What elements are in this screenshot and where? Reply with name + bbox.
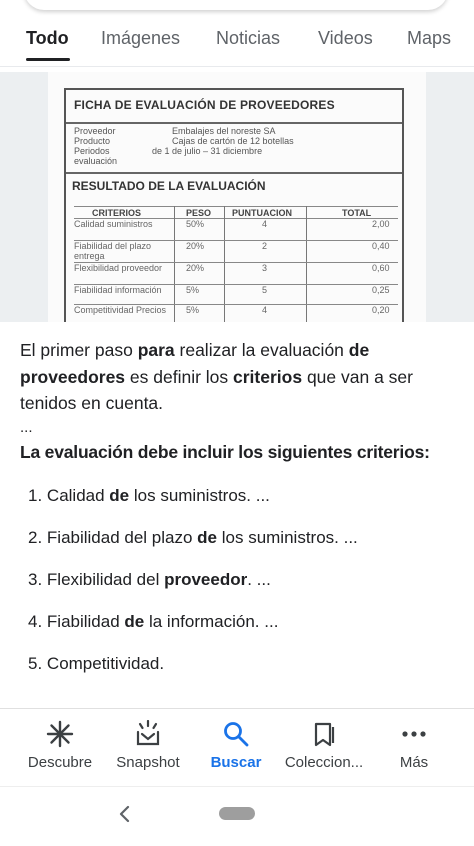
search-box-remnant[interactable] <box>24 0 448 10</box>
bottom-nav-divider <box>0 708 474 709</box>
featured-image[interactable] <box>0 72 474 322</box>
divider <box>66 172 402 174</box>
nav-descubre[interactable] <box>12 716 108 780</box>
tab-videos[interactable]: Videos <box>318 28 373 48</box>
snippet-subheading: La evaluación debe incluir los siguientes criterios: <box>20 442 430 462</box>
tab-maps[interactable]: Maps <box>407 28 452 48</box>
nav-label: Descubre <box>27 754 93 771</box>
sheet-title: FICHA DE EVALUACIÓN DE PROVEEDORES <box>74 98 335 112</box>
list-item: 5. Competitividad. <box>28 654 165 673</box>
nav-colecciones[interactable] <box>276 716 372 780</box>
collections-icon <box>310 720 338 748</box>
divider <box>66 122 402 124</box>
nav-buscar[interactable] <box>188 716 284 780</box>
active-tab-indicator <box>26 58 70 61</box>
tab-noticias[interactable]: Noticias <box>216 28 281 48</box>
nav-mas[interactable] <box>366 716 462 780</box>
snapshot-icon <box>134 720 162 748</box>
sheet-frame: FICHA DE EVALUACIÓN DE PROVEEDORES Proveedor Embalajes del noreste SA Producto Cajas de cartón de 12 botellas Periodos de 1 de julio – 31 diciembre evaluación RESULTADO DE LA EVALUACIÓN CRITERIOS PESO PUNTUACION TOTAL Calidad suministros 50% 4 2,00 Fiabilidad del plazo entrega 20% 2 0,40 Flexibilidad proveedor 20% 3 0,60 Fiabilidad información 5% 5 0,25 Competitividad Precios 5% 4 0,20 <box>64 88 404 322</box>
snippet-ellipsis: ... <box>20 419 33 436</box>
system-bar-divider <box>0 786 474 787</box>
col-puntuacion: PUNTUACION <box>232 208 292 218</box>
home-gesture-pill[interactable] <box>219 807 255 820</box>
list-item: 1. Calidad de los suministros. ... <box>28 486 270 505</box>
nav-label: Buscar <box>210 754 262 771</box>
col-criterios: CRITERIOS <box>92 208 142 218</box>
asterisk-icon <box>46 720 74 748</box>
more-dots-icon <box>400 720 428 748</box>
list-item: 4. Fiabilidad de la información. ... <box>28 612 279 631</box>
result-title: RESULTADO DE LA EVALUACIÓN <box>72 179 266 193</box>
evaluation-sheet-image <box>48 72 426 322</box>
featured-snippet-text: El primer paso para realizar la evaluación de proveedores es definir los criterios que van a ser tenidos en cuenta. <box>20 340 413 413</box>
nav-label: Coleccion... <box>284 754 364 771</box>
nav-label: Snapshot <box>116 754 180 771</box>
nav-snapshot[interactable] <box>100 716 196 780</box>
list-item: 3. Flexibilidad del proveedor. ... <box>28 570 271 589</box>
list-item: 2. Fiabilidad del plazo de los suministros. ... <box>28 528 358 547</box>
col-peso: PESO <box>186 208 212 218</box>
search-tabs <box>0 28 474 64</box>
tabs-divider <box>0 66 474 67</box>
search-icon <box>222 720 250 748</box>
back-chevron-icon[interactable] <box>112 800 138 828</box>
col-total: TOTAL <box>342 208 372 218</box>
tab-imagenes[interactable]: Imágenes <box>101 28 181 48</box>
tab-todo[interactable]: Todo <box>26 28 69 48</box>
nav-label: Más <box>399 754 429 771</box>
